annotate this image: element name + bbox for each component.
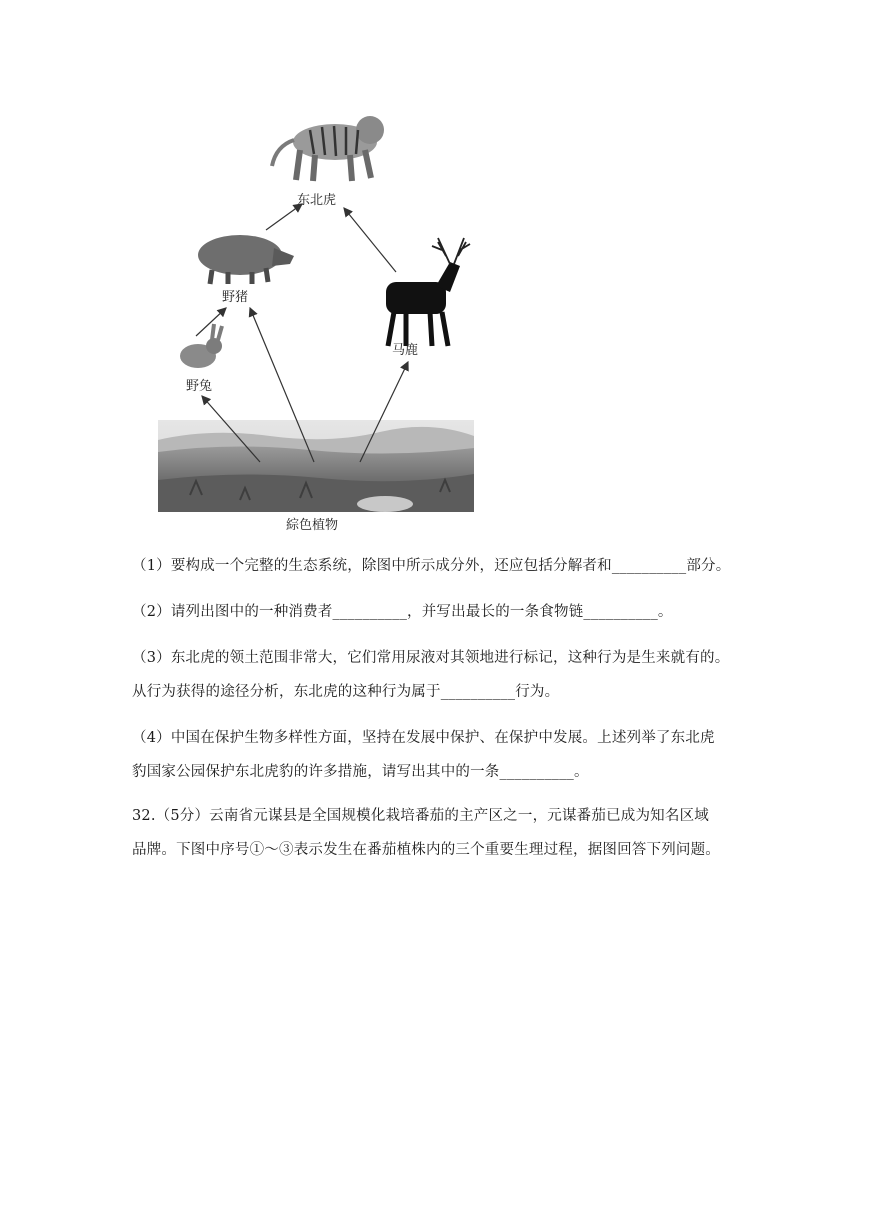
food-web-figure [150,100,490,540]
question-32-line-1: 32.（5分）云南省元谋县是全国规模化栽培番茄的主产区之一，元谋番茄已成为知名区域 [132,808,709,824]
label-tiger: 东北虎 [297,193,337,208]
question-4-line-1: （4）中国在保护生物多样性方面，坚持在发展中保护、在保护中发展。上述列举了东北虎 [132,730,715,746]
label-boar: 野猪 [222,290,249,305]
question-3-line-1: （3）东北虎的领土范围非常大，它们常用尿液对其领地进行标记，这种行为是生来就有的。 [132,650,730,666]
question-1: （1）要构成一个完整的生态系统，除图中所示成分外，还应包括分解者和__________部分。 [132,558,731,574]
wild-boar-photo [198,235,294,284]
label-rabbit: 野兔 [186,379,213,394]
tiger-photo [272,116,384,181]
question-4-line-2: 豹国家公园保护东北虎豹的许多措施，请写出其中的一条__________。 [132,764,589,780]
question-32-line-2: 品牌。下图中序号①～③表示发生在番茄植株内的三个重要生理过程，据图回答下列问题。 [132,842,720,858]
question-3-line-2: 从行为获得的途径分析，东北虎的这种行为属于__________行为。 [132,684,560,700]
label-deer: 马鹿 [392,343,419,358]
food-web-drawing [150,100,490,540]
label-plants: 綜色植物 [286,518,339,533]
question-2: （2）请列出图中的一种消费者__________，并写出最长的一条食物链__________。 [132,604,673,620]
grassland-photo [158,420,474,512]
red-deer-photo [386,238,470,346]
arrow-deer-to-tiger [344,208,396,272]
